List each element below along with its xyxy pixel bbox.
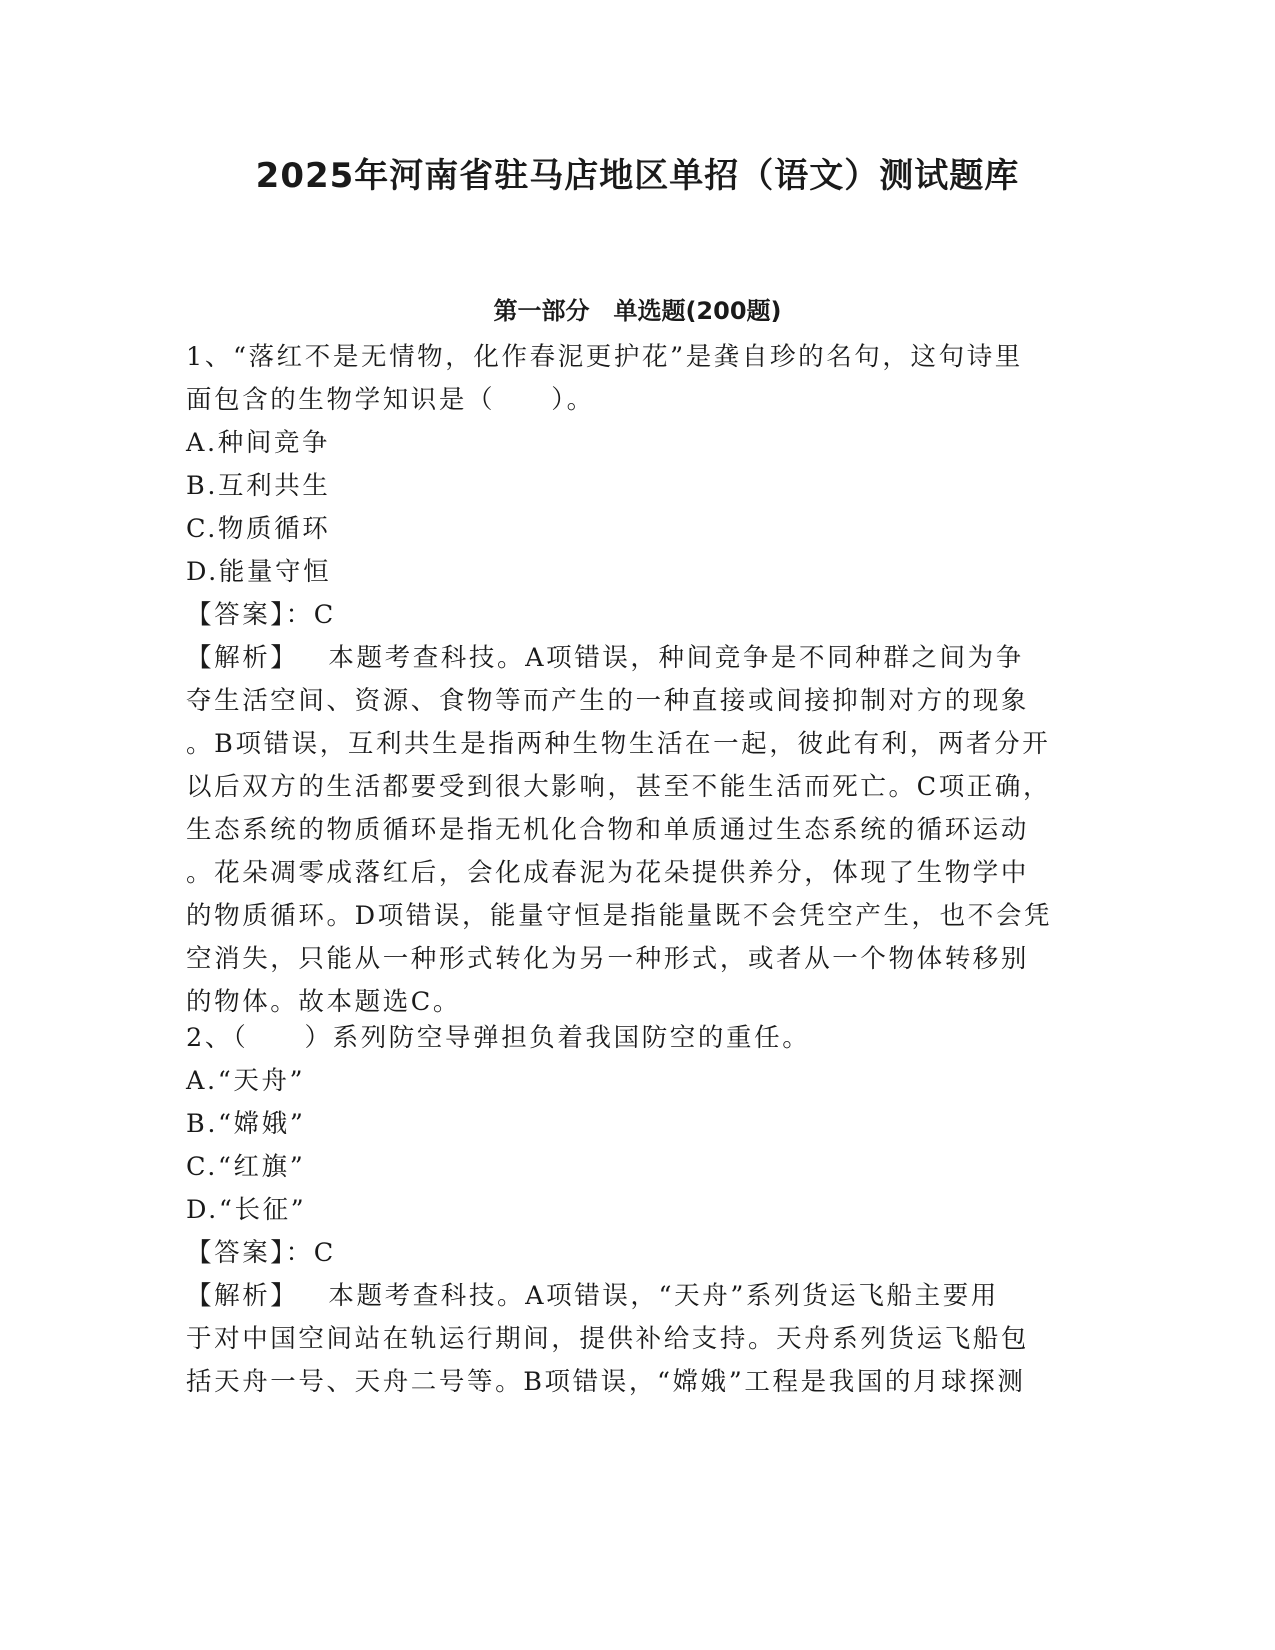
analysis-line: 的物体。故本题选C。 xyxy=(186,987,462,1017)
section-title: 第一部分 单选题(200题) xyxy=(493,297,782,325)
option-a: A.“天舟” xyxy=(186,1066,306,1096)
option-c: C.“红旗” xyxy=(186,1152,306,1182)
answer-label: 【答案】： xyxy=(186,600,314,630)
option-b: B.互利共生 xyxy=(186,471,331,501)
question-2 xyxy=(186,1017,1086,1404)
option-d: D.“长征” xyxy=(186,1195,307,1225)
question-stem-text: “落红不是无情物，化作春泥更护花”是龚自珍的名句，这句诗里 xyxy=(232,342,1023,372)
analysis-label: 【解析】 xyxy=(186,1281,299,1311)
option-d: D.能量守恒 xyxy=(186,557,332,587)
analysis-line: 。花朵凋零成落红后，会化成春泥为花朵提供养分，体现了生物学中 xyxy=(186,858,1030,888)
question-number: 1、 xyxy=(186,342,233,372)
question-1 xyxy=(186,336,1086,1024)
question-number: 2、 xyxy=(186,1023,233,1053)
analysis-line: 的物质循环。D项错误，能量守恒是指能量既不会凭空产生，也不会凭 xyxy=(186,901,1053,931)
option-b: B.“嫦娥” xyxy=(186,1109,306,1139)
answer-label: 【答案】： xyxy=(186,1238,314,1268)
answer-value: C xyxy=(313,1238,336,1268)
question-stem-continued: 面包含的生物学知识是（ ）。 xyxy=(186,385,595,415)
analysis-line xyxy=(186,637,1086,680)
analysis-line: 。B项错误，互利共生是指两种生物生活在一起，彼此有利，两者分开 xyxy=(186,729,1051,759)
question-stem xyxy=(186,336,1086,379)
analysis-line: 于对中国空间站在轨运行期间，提供补给支持。天舟系列货运飞船包 xyxy=(186,1324,1030,1354)
analysis-label: 【解析】 xyxy=(186,643,299,673)
analysis-line: 空消失，只能从一种形式转化为另一种形式，或者从一个物体转移别 xyxy=(186,944,1030,974)
question-stem xyxy=(186,1017,1086,1060)
document-title: 2025年河南省驻马店地区单招（语文）测试题库 xyxy=(255,156,1020,196)
analysis-line: 括天舟一号、天舟二号等。B项错误，“嫦娥”工程是我国的月球探测 xyxy=(186,1367,1026,1397)
analysis-line: 以后双方的生活都要受到很大影响，甚至不能生活而死亡。C项正确， xyxy=(186,772,1052,802)
question-stem-text: （ ）系列防空导弹担负着我国防空的重任。 xyxy=(232,1023,811,1053)
answer-line xyxy=(186,594,1086,637)
analysis-line xyxy=(186,1275,1086,1318)
analysis-text: 本题考查科技。A项错误，种间竞争是不同种群之间为争 xyxy=(328,643,1024,673)
answer-line xyxy=(186,1232,1086,1275)
analysis-line: 夺生活空间、资源、食物等而产生的一种直接或间接抑制对方的现象 xyxy=(186,686,1030,716)
analysis-text: 本题考查科技。A项错误，“天舟”系列货运飞船主要用 xyxy=(328,1281,999,1311)
analysis-line: 生态系统的物质循环是指无机化合物和单质通过生态系统的循环运动 xyxy=(186,815,1030,845)
option-a: A.种间竞争 xyxy=(186,428,331,458)
option-c: C.物质循环 xyxy=(186,514,331,544)
answer-value: C xyxy=(313,600,336,630)
